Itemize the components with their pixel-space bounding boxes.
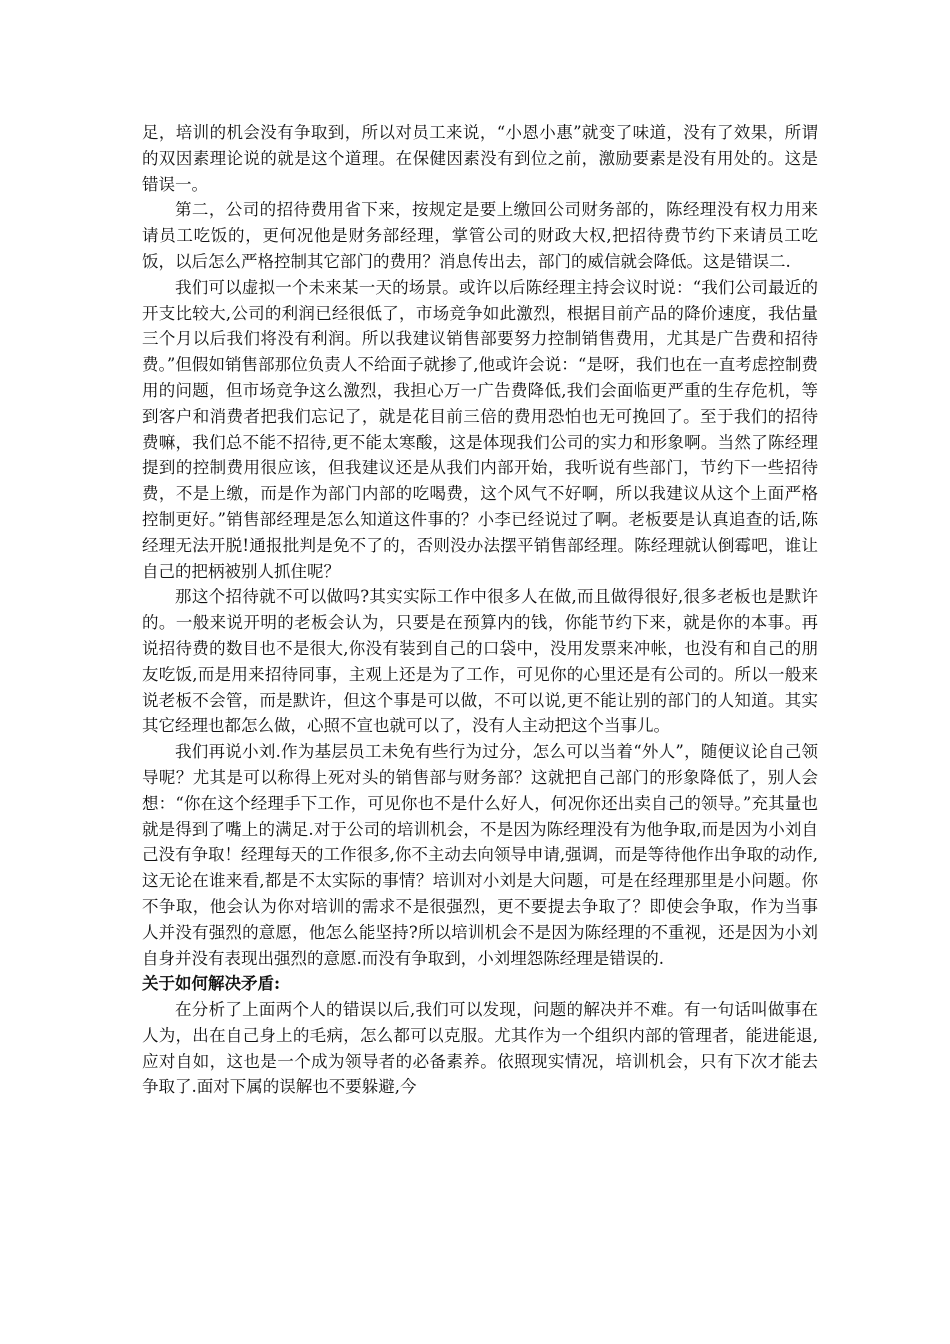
paragraph-meeting-scenario: 我们可以虚拟一个未来某一天的场景。或许以后陈经理主持会议时说：“我们公司最近的开支比较大,公司的利润已经很低了，市场竞争如此激烈，根据目前产品的降价速度，我估量三个月以后我们将没有利润。所以我建议销售部要努力控制销售费用，尤其是广告费和招待费。”但假如销售部那位负责人不给面子就掺了,他或许会说：“是呀，我们也在一直考虑控制费用的问题，但市场竞争这么激烈，我担心万一广告费降低,我们会面临更严重的生存危机，等到客户和消费者把我们忘记了，就是花目前三倍的费用恐怕也无可挽回了。至于我们的招待费嘛，我们总不能不招待,更不能太寒酸，这是体现我们公司的实力和形象啊。当然了陈经理提到的控制费用很应该，但我建议还是从我们内部开始，我听说有些部门，节约下一些招待费，不是上缴，而是作为部门内部的吃喝费，这个风气不好啊，所以我建议从这个上面严格控制更好。”销售部经理是怎么知道这件事的？小李已经说过了啊。老板要是认真追查的话,陈经理无法开脱!通报批判是免不了的，否则没办法摆平销售部经理。陈经理就认倒霉吧，谁让自己的把柄被别人抓住呢？	[142, 277, 818, 581]
paragraph-hospitality-discussion: 那这个招待就不可以做吗?其实实际工作中很多人在做,而且做得很好,很多老板也是默许的。一般来说开明的老板会认为，只要是在预算内的钱，你能节约下来，就是你的本事。再说招待费的数目也不是很大,你没有装到自己的口袋中，没用发票来冲帐，也没有和自己的朋友吃饭,而是用来招待同事，主观上还是为了工作，可见你的心里还是有公司的。所以一般来说老板不会管，而是默许，但这个事是可以做，不可以说,更不能让别的部门的人知道。其实其它经理也都怎么做，心照不宣也就可以了，没有人主动把这个当事儿。	[142, 587, 818, 736]
paragraph-resolution: 在分析了上面两个人的错误以后,我们可以发现，问题的解决并不难。有一句话叫做事在人为，出在自己身上的毛病，怎么都可以克服。尤其作为一个组织内部的管理者，能进能退,应对自如，这也是一个成为领导者的必备素养。依照现实情况，培训机会，只有下次才能去争取了.面对下属的误解也不要躲避,今	[142, 1000, 818, 1097]
section-heading: 关于如何解决矛盾:	[142, 974, 281, 994]
document-page	[142, 120, 818, 1100]
paragraph-continuation: 足，培训的机会没有争取到，所以对员工来说，“小恩小惠”就变了味道，没有了效果，所谓的双因素理论说的就是这个道理。在保健因素没有到位之前，激励要素是没有用处的。这是错误一。	[142, 123, 818, 194]
paragraph-second-error: 第二，公司的招待费用省下来，按规定是要上缴回公司财务部的，陈经理没有权力用来请员工吃饭的，更何况他是财务部经理，掌管公司的财政大权,把招待费节约下来请员工吃饭，以后怎么严格控制其它部门的费用？消息传出去，部门的威信就会降低。这是错误二.	[142, 200, 818, 271]
paragraph-xiaoliu: 我们再说小刘.作为基层员工未免有些行为过分，怎么可以当着“外人”，随便议论自己领导呢？尤其是可以称得上死对头的销售部与财务部？这就把自己部门的形象降低了，别人会想：“你在这个经理手下工作，可见你也不是什么好人，何况你还出卖自己的领导。”充其量也就是得到了嘴上的满足.对于公司的培训机会，不是因为陈经理没有为他争取,而是因为小刘自己没有争取！经理每天的工作很多,你不主动去向领导申请,强调，而是等待他作出争取的动作,这无论在谁来看,都是不太实际的事情？培训对小刘是大问题，可是在经理那里是小问题。你不争取，他会认为你对培训的需求不是很强烈，更不要提去争取了？即使会争取，作为当事人并没有强烈的意愿，他怎么能坚持?所以培训机会不是因为陈经理的不重视，还是因为小刘自身并没有表现出强烈的意愿.而没有争取到，小刘埋怨陈经理是错误的.	[142, 742, 818, 968]
